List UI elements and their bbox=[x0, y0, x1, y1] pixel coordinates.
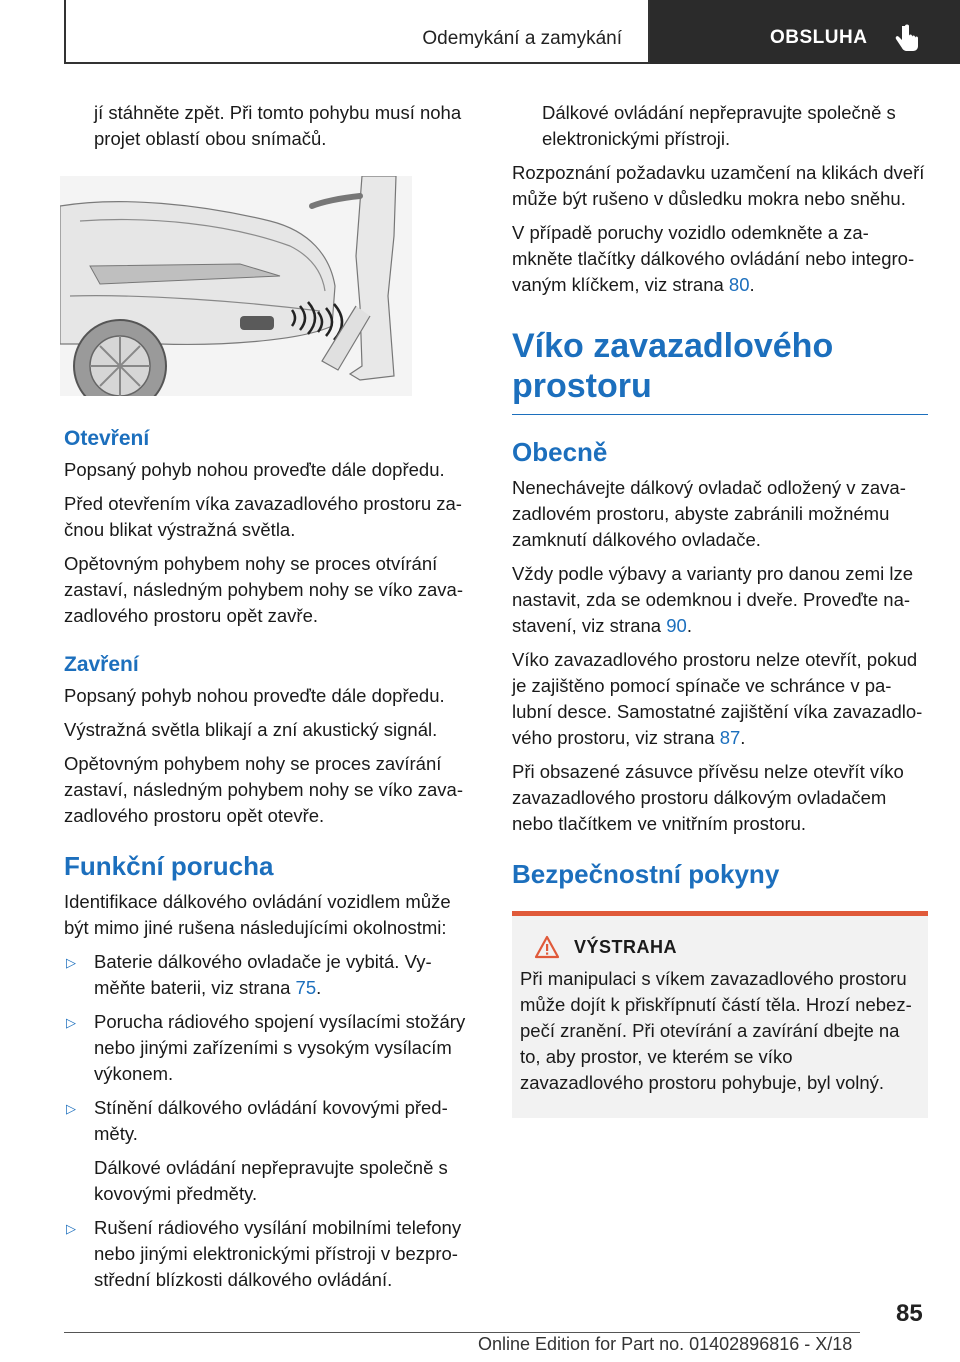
section-heading: Víko zavazadlového prostoru bbox=[512, 326, 928, 415]
open-paragraph-1: Popsaný pohyb nohou proveďte dále dopředu. bbox=[64, 459, 445, 480]
triangle-bullet-icon: ▷ bbox=[66, 1015, 76, 1030]
page-link[interactable]: 80 bbox=[728, 274, 750, 295]
triangle-bullet-icon: ▷ bbox=[66, 1101, 76, 1116]
warning-box bbox=[512, 911, 928, 1118]
right-paragraph-2 bbox=[512, 220, 928, 298]
close-paragraph-3: Opětovným pohybem nohy se proces zavírání zastaví, následným pohybem nohy se víko zava‐ zadlového prostoru opět otevře. bbox=[64, 753, 463, 826]
right-paragraph-1: Rozpoznání požadavku uzamčení na klikách dveří může být rušeno v důsledku mokra nebo sněhu. bbox=[512, 162, 925, 209]
footer-divider bbox=[64, 1332, 860, 1333]
general-paragraph-3 bbox=[512, 647, 928, 751]
bullet-suffix: . bbox=[316, 977, 322, 998]
hand-pointer-icon bbox=[894, 24, 922, 54]
bullet-text: Rušení rádiového vysílání mobilními telefony nebo jinými elektronickými přístroji v bezpro‐ střední blízkosti dálkového ovládání. bbox=[94, 1217, 462, 1290]
intro-paragraph: jí stáhněte zpět. Při tomto pohybu musí noha projet oblastí obou snímačů. bbox=[94, 102, 462, 149]
general-heading: Obecně bbox=[512, 437, 608, 467]
malfunction-intro: Identifikace dálkového ovládání vozidlem může být mimo jiné rušena následujícími okolnostmi: bbox=[64, 891, 451, 938]
paragraph-suffix: . bbox=[686, 615, 692, 636]
general-paragraph-4: Při obsazené zásuvce přívěsu nelze otevřít víko zavazadlového prostoru dálkovým ovladačem nebo tlačítkem ve vnitřním prostoru. bbox=[512, 761, 904, 834]
close-paragraph-2: Výstražná světla blikají a zní akustický signál. bbox=[64, 719, 438, 740]
close-heading: Zavření bbox=[64, 653, 139, 676]
car-trunk-foot-sensor-illustration bbox=[60, 176, 412, 396]
paragraph-text: Vždy podle výbavy a varianty pro danou zemi lze nastavit, zda se odemknou i dveře. Proveďte na‐ stavení, viz strana bbox=[512, 563, 914, 636]
header-section-title: Odemykání a zamykání bbox=[422, 28, 622, 49]
bullet-note: Dálkové ovládání nepřepravujte společně s kovovými předměty. bbox=[94, 1157, 448, 1204]
triangle-bullet-icon: ▷ bbox=[66, 955, 76, 970]
paragraph-suffix: . bbox=[749, 274, 755, 295]
page-link[interactable]: 90 bbox=[666, 615, 687, 636]
list-item bbox=[64, 1215, 472, 1293]
footer-edition: Online Edition for Part no. 01402896816 - X/18 bbox=[478, 1334, 853, 1354]
paragraph-suffix: . bbox=[740, 727, 746, 748]
safety-heading: Bezpečnostní pokyny bbox=[512, 859, 780, 889]
left-column bbox=[64, 100, 472, 1301]
continued-note: Dálkové ovládání nepřepravujte společně s elektronickými přístroji. bbox=[542, 102, 896, 149]
right-column bbox=[512, 100, 928, 1118]
warning-title: VÝSTRAHA bbox=[574, 937, 678, 957]
page-link[interactable]: 75 bbox=[295, 977, 317, 998]
bullet-text: Baterie dálkového ovladače je vybitá. Vy‐ měňte baterii, viz strana bbox=[94, 951, 432, 998]
list-item bbox=[64, 1095, 472, 1147]
general-paragraph-1: Nenechávejte dálkový ovladač odložený v zava‐ zadlovém prostoru, abyste zabránili možnému zamknutí dálkového ovladače. bbox=[512, 477, 906, 550]
header-tab-label: OBSLUHA bbox=[770, 27, 868, 48]
paragraph-text: V případě poruchy vozidlo odemkněte a za‐ mkněte tlačítky dálkového ovládání nebo integro‐ vaným klíčkem, viz strana bbox=[512, 222, 915, 295]
open-heading: Otevření bbox=[64, 427, 150, 450]
bullet-text: Porucha rádiového spojení vysílacími stožáry nebo jinými zařízeními s vysokým vysílacím výkonem. bbox=[94, 1011, 466, 1084]
paragraph-text: Víko zavazadlového prostoru nelze otevřít, pokud je zajištěno pomocí spínače ve schránce v pa‐ lubní desce. Samostatné zajištění víka zavazadlo‐ vého prostoru, viz strana bbox=[512, 649, 923, 748]
header-chapter-tab[interactable] bbox=[650, 0, 960, 64]
malfunction-heading: Funkční porucha bbox=[64, 851, 274, 881]
close-paragraph-1: Popsaný pohyb nohou proveďte dále dopředu. bbox=[64, 685, 445, 706]
list-item bbox=[64, 949, 472, 1001]
list-item bbox=[64, 1009, 472, 1087]
warning-text: Při manipulaci s víkem zavazadlového prostoru může dojít k přiskřípnutí částí těla. Hrozí nebez‐ pečí zranění. Při otevírání a zavírání dbejte na to, aby prostor, ve kterém se víko zavazadlového prostoru pohybuje, byl volný. bbox=[520, 968, 912, 1093]
warning-triangle-icon bbox=[534, 935, 560, 959]
general-paragraph-2 bbox=[512, 561, 928, 639]
page-link[interactable]: 87 bbox=[719, 727, 741, 748]
open-paragraph-2: Před otevřením víka zavazadlového prostoru za‐ čnou blikat výstražná světla. bbox=[64, 493, 462, 540]
header-section-box bbox=[64, 0, 650, 64]
page-number: 85 bbox=[896, 1300, 923, 1327]
triangle-bullet-icon: ▷ bbox=[66, 1221, 76, 1236]
open-paragraph-3: Opětovným pohybem nohy se proces otvírání zastaví, následným pohybem nohy se víko zava‐ zadlového prostoru opět zavře. bbox=[64, 553, 463, 626]
bullet-text: Stínění dálkového ovládání kovovými před‐ měty. bbox=[94, 1097, 448, 1144]
